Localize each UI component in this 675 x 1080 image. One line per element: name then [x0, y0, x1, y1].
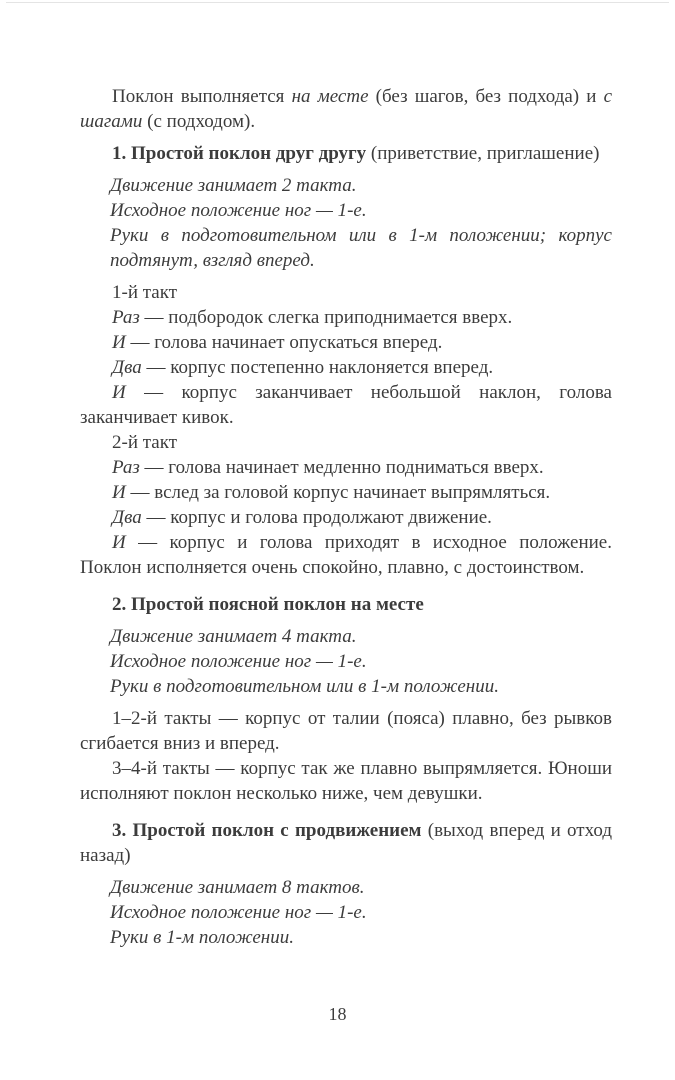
- beat-label: И: [112, 482, 126, 503]
- beat-line: [80, 355, 612, 380]
- preamble-line: Исходное положение ног — 1-е.: [110, 902, 367, 923]
- beat-text: — голова начинает опускаться вперед.: [125, 332, 443, 353]
- beat-text: — корпус постепенно наклоняется вперед.: [141, 357, 494, 378]
- beat-line: [80, 330, 612, 355]
- intro-emphasis-na-meste: на месте: [291, 86, 369, 107]
- beat-text: — подбородок слегка приподнимается вверх.: [139, 307, 513, 328]
- beat-label: Раз: [112, 457, 140, 478]
- beat-line: [80, 505, 612, 530]
- preamble-line: Движение занимает 4 такта.: [110, 626, 357, 647]
- section-1-heading-rest: (приветствие, приглашение): [366, 143, 600, 164]
- beat-label: Раз: [112, 307, 140, 328]
- page-number: 18: [328, 1004, 347, 1024]
- beat-line: [80, 480, 612, 505]
- preamble-line: Исходное положение ног — 1-е.: [110, 651, 367, 672]
- preamble-line: Движение занимает 2 такта.: [110, 175, 357, 196]
- takt-2-label: 2-й такт: [112, 432, 177, 453]
- beat-label: Два: [112, 357, 142, 378]
- section-2-preamble: [110, 624, 612, 699]
- section-1-preamble: [110, 173, 612, 273]
- section-3-heading-rest: (выход вперед и отход назад): [80, 820, 613, 866]
- beat-text: — корпус заканчивает небольшой наклон, голова заканчивает кивок.: [80, 382, 612, 428]
- preamble-line: Руки в подготовительном или в 1-м положении.: [110, 676, 499, 697]
- text-block: [80, 84, 612, 957]
- beat-line: [80, 380, 612, 430]
- intro-text-2: (без шагов, без подхода) и: [368, 86, 604, 107]
- beat-label: И: [112, 382, 126, 403]
- intro-text-1: Поклон выполняется: [112, 86, 292, 107]
- beat-text: — вслед за головой корпус начинает выпрямляться.: [125, 482, 551, 503]
- section-2-paragraph-1: 1–2-й такты — корпус от талии (пояса) плавно, без рывков сгибается вниз и вперед.: [80, 708, 612, 754]
- preamble-line: Руки в подготовительном или в 1-м положении; корпус подтянут, взгляд вперед.: [110, 225, 612, 271]
- beat-label: И: [112, 332, 126, 353]
- beat-text: — голова начинает медленно подниматься вверх.: [139, 457, 544, 478]
- beat-text: — корпус и голова приходят в исходное положение. Поклон исполняется очень спокойно, плавно, с достоинством.: [80, 532, 612, 578]
- section-3-heading-bold: 3. Простой поклон с продвижением: [112, 820, 422, 841]
- beat-line: [80, 305, 612, 330]
- intro-paragraph: [80, 84, 612, 134]
- scan-edge-line: [6, 2, 669, 3]
- intro-text-3: (с подходом).: [142, 111, 256, 132]
- beat-text: — корпус и голова продолжают движение.: [141, 507, 492, 528]
- section-3-heading: [80, 818, 612, 868]
- preamble-line: Движение занимает 8 тактов.: [110, 877, 365, 898]
- beat-line: [80, 530, 612, 580]
- section-2-heading: [80, 592, 612, 617]
- beat-label: И: [112, 532, 126, 553]
- preamble-line: Руки в 1-м положении.: [110, 927, 294, 948]
- section-1-heading-bold: 1. Простой поклон друг другу: [112, 143, 367, 164]
- section-3-preamble: [110, 875, 612, 950]
- section-2-paragraph-2: 3–4-й такты — корпус так же плавно выпрямляется. Юноши исполняют поклон несколько ниже, чем девушки.: [80, 758, 612, 804]
- beat-line: [80, 455, 612, 480]
- beat-label: Два: [112, 507, 142, 528]
- takt-1-label: 1-й такт: [112, 282, 177, 303]
- section-2-heading-bold: 2. Простой поясной поклон на месте: [112, 594, 424, 615]
- intro-emphasis-s-shagami: с шагами: [80, 86, 612, 132]
- section-1-heading: [80, 141, 612, 166]
- preamble-line: Исходное положение ног — 1-е.: [110, 200, 367, 221]
